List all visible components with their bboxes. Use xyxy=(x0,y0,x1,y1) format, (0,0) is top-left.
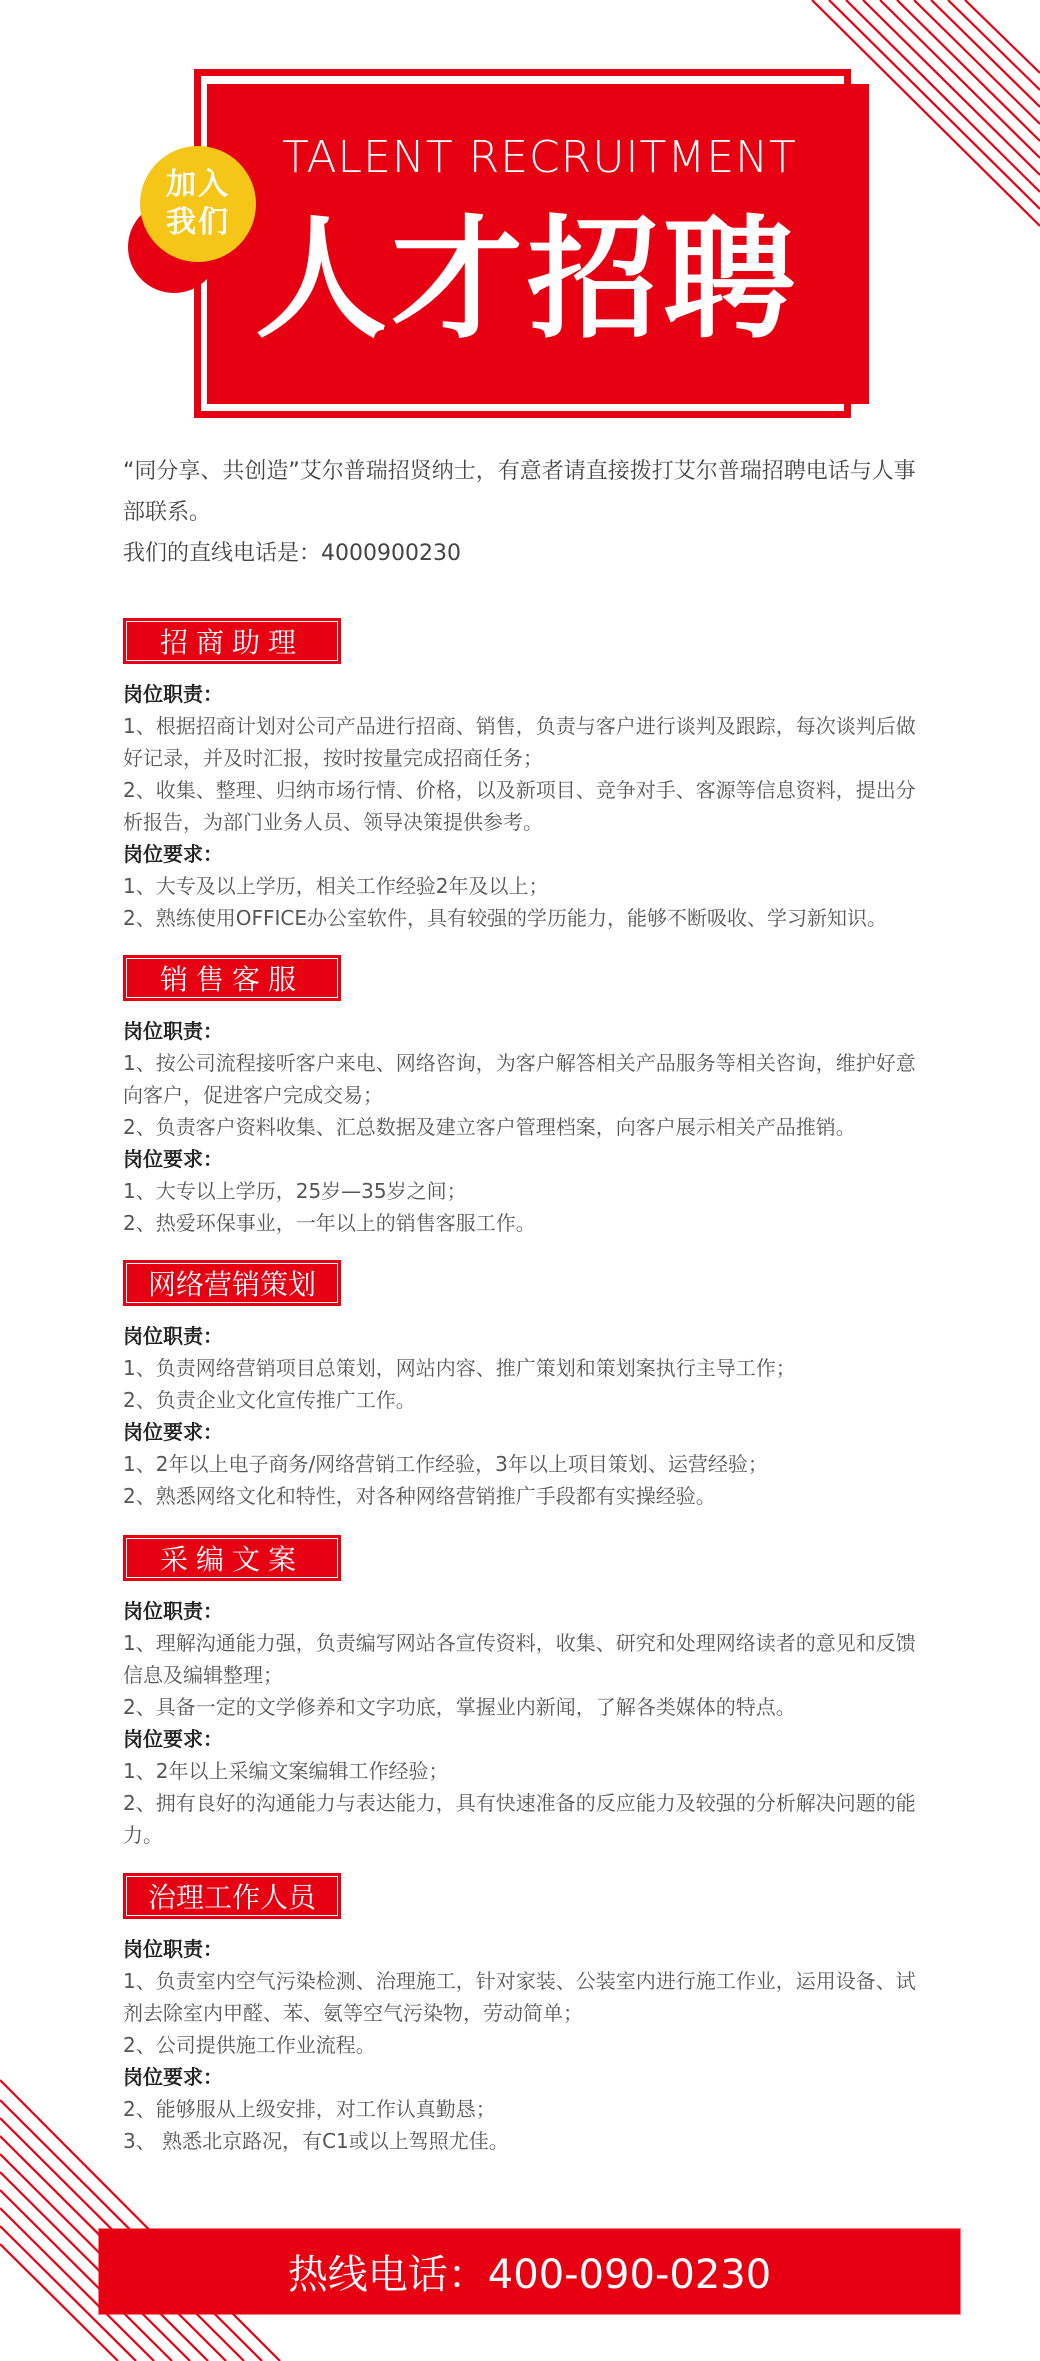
intro-text xyxy=(123,451,923,574)
requirements-label: 岗位要求： xyxy=(123,2065,223,2089)
requirement-item: 1、2年以上电子商务/网络营销工作经验，3年以上项目策划、运营经验； xyxy=(123,1452,768,1476)
duty-item: 2、公司提供施工作业流程。 xyxy=(123,2033,376,2057)
requirements-label: 岗位要求： xyxy=(123,1147,223,1171)
requirement-item: 2、能够服从上级安排，对工作认真勤恳； xyxy=(123,2097,496,2121)
duty-item: 1、按公司流程接听客户来电、网络咨询，为客户解答相关产品服务等相关咨询，维护好意向客户，促进客户完成交易； xyxy=(123,1051,916,1107)
hotline-banner xyxy=(99,2229,960,2314)
intro-phone: 我们的直线电话是：4000900230 xyxy=(123,541,461,566)
duty-item: 1、负责网络营销项目总策划，网站内容、推广策划和策划案执行主导工作； xyxy=(123,1356,796,1380)
section-title-badge xyxy=(123,1873,341,1919)
title-english: TALENT RECRUITMENT xyxy=(282,132,797,183)
job-section-treatment-staff xyxy=(123,1873,923,2157)
requirement-item: 3、 熟悉北京路况，有C1或以上驾照尤佳。 xyxy=(123,2129,509,2153)
section-body xyxy=(123,1933,923,2157)
title-chinese: 人才招聘 xyxy=(255,203,799,357)
job-section-copywriter xyxy=(123,1535,923,1851)
requirements-label: 岗位要求： xyxy=(123,1727,223,1751)
join-us-line1: 加入 xyxy=(166,167,230,202)
hotline-text: 热线电话：400-090-0230 xyxy=(287,2252,772,2298)
section-title-badge xyxy=(123,1260,341,1306)
duties-label: 岗位职责： xyxy=(123,682,223,706)
requirement-item: 1、大专及以上学历，相关工作经验2年及以上； xyxy=(123,874,549,898)
requirement-item: 2、热爱环保事业，一年以上的销售客服工作。 xyxy=(123,1211,536,1235)
duties-label: 岗位职责： xyxy=(123,1937,223,1961)
section-title: 采编文案 xyxy=(159,1543,304,1576)
join-us-line2: 我们 xyxy=(166,205,230,240)
duty-item: 2、具备一定的文学修养和文字功底，掌握业内新闻，了解各类媒体的特点。 xyxy=(123,1695,796,1719)
section-title: 网络营销策划 xyxy=(147,1268,316,1301)
requirement-item: 2、熟悉网络文化和特性，对各种网络营销推广手段都有实操经验。 xyxy=(123,1484,716,1508)
duty-item: 2、负责客户资料收集、汇总数据及建立客户管理档案，向客户展示相关产品推销。 xyxy=(123,1115,856,1139)
section-title-badge xyxy=(123,618,341,664)
section-body xyxy=(123,1595,923,1851)
section-body xyxy=(123,1320,923,1512)
duties-label: 岗位职责： xyxy=(123,1019,223,1043)
requirement-item: 1、2年以上采编文案编辑工作经验； xyxy=(123,1759,449,1783)
requirement-item: 1、大专以上学历，25岁—35岁之间； xyxy=(123,1179,467,1203)
requirements-label: 岗位要求： xyxy=(123,842,223,866)
section-title-badge xyxy=(123,1535,341,1581)
duties-label: 岗位职责： xyxy=(123,1599,223,1623)
duty-item: 1、根据招商计划对公司产品进行招商、销售，负责与客户进行谈判及跟踪，每次谈判后做好记录，并及时汇报，按时按量完成招商任务； xyxy=(123,714,916,770)
requirements-label: 岗位要求： xyxy=(123,1420,223,1444)
duty-item: 2、负责企业文化宣传推广工作。 xyxy=(123,1388,416,1412)
requirement-item: 2、拥有良好的沟通能力与表达能力，具有快速准备的反应能力及较强的分析解决问题的能力。 xyxy=(123,1791,916,1847)
section-title-badge xyxy=(123,955,341,1001)
join-us-badge xyxy=(140,146,256,262)
intro-paragraph: “同分享、共创造”艾尔普瑞招贤纳士，有意者请直接拨打艾尔普瑞招聘电话与人事部联系。 xyxy=(123,459,916,525)
job-section-business-assistant xyxy=(123,618,923,934)
duty-item: 2、收集、整理、归纳市场行情、价格，以及新项目、竞争对手、客源等信息资料，提出分析报告，为部门业务人员、领导决策提供参考。 xyxy=(123,778,916,834)
section-title: 销售客服 xyxy=(159,963,304,996)
job-section-sales-service xyxy=(123,955,923,1239)
section-title: 招商助理 xyxy=(159,626,304,659)
duty-item: 1、负责室内空气污染检测、治理施工，针对家装、公装室内进行施工作业，运用设备、试剂去除室内甲醛、苯、氨等空气污染物，劳动简单； xyxy=(123,1969,916,2025)
requirement-item: 2、熟练使用OFFICE办公室软件，具有较强的学历能力，能够不断吸收、学习新知识。 xyxy=(123,906,887,930)
duties-label: 岗位职责： xyxy=(123,1324,223,1348)
duty-item: 1、理解沟通能力强，负责编写网站各宣传资料，收集、研究和处理网络读者的意见和反馈信息及编辑整理； xyxy=(123,1631,916,1687)
section-body xyxy=(123,1015,923,1239)
section-body xyxy=(123,678,923,934)
job-section-online-marketing xyxy=(123,1260,923,1512)
section-title: 治理工作人员 xyxy=(147,1881,316,1914)
